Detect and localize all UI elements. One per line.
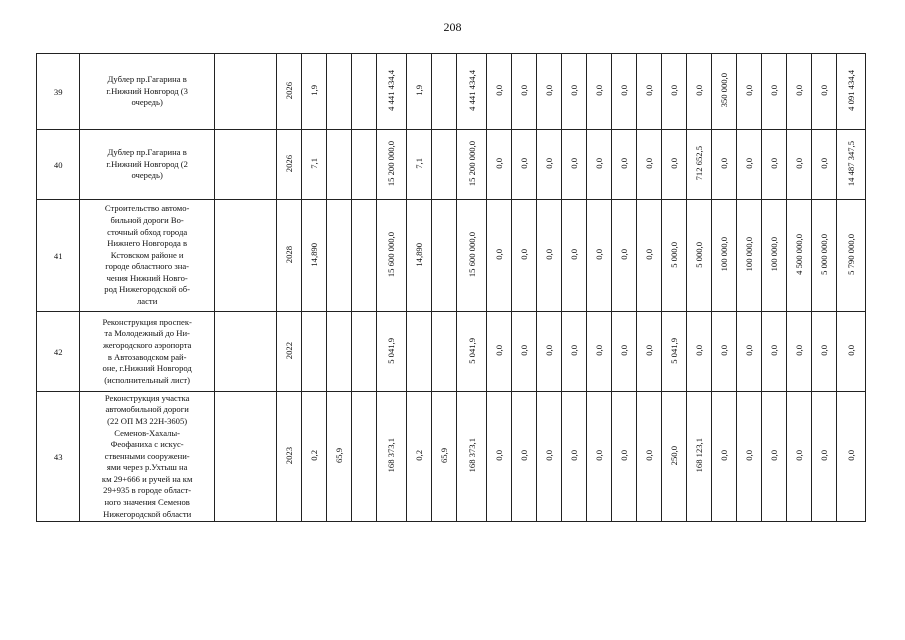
object-name: [80, 392, 215, 522]
value-cell: [736, 312, 761, 392]
value-cell-text: 0,0: [818, 450, 829, 461]
length-cell: [301, 312, 326, 392]
object-name-line: км 29+666 и ручей на км: [101, 473, 193, 484]
year-cell: [276, 312, 301, 392]
length-cell-text: 14,890: [308, 242, 319, 267]
object-name-line: Нижнего Новгорода в: [107, 238, 188, 249]
value-cell-text: 0,0: [519, 85, 530, 96]
value-cell-text: 5 000,0: [668, 241, 679, 268]
length-cell: [301, 392, 326, 522]
total-cost-cell: [376, 392, 406, 522]
value-cell-text: 0,0: [544, 345, 555, 356]
value-cell: [562, 312, 587, 392]
value-cell-text: 0,0: [845, 450, 856, 461]
value-cell-text: 0,0: [618, 345, 629, 356]
value-cell-text: 0,0: [668, 85, 679, 96]
year-cell-text: 2022: [283, 341, 294, 360]
value-cell: [836, 392, 865, 522]
total-cost-cell: [456, 312, 486, 392]
value-cell-text: 0,0: [569, 249, 580, 260]
value-cell: [736, 392, 761, 522]
bridge-length-cell: [431, 130, 456, 200]
value-cell: [587, 392, 612, 522]
empty-cell: [214, 54, 276, 130]
value-cell: [612, 312, 637, 392]
value-cell: [761, 54, 786, 130]
length-cell: [406, 392, 431, 522]
value-cell: [587, 312, 612, 392]
total-cost-cell-text: 15 600 000,0: [466, 231, 477, 278]
table-row: [37, 54, 866, 130]
value-cell-text: 0,0: [768, 450, 779, 461]
value-cell-text: 712 652,5: [693, 146, 704, 181]
object-name-line: Реконструкция участка: [104, 392, 190, 403]
empty-cell: [351, 392, 376, 522]
object-name-line: г.Нижний Новгород (2: [106, 158, 188, 169]
year-cell: [276, 200, 301, 312]
value-cell: [661, 54, 686, 130]
total-cost-cell-text: 4 441 434,4: [466, 70, 477, 111]
value-cell: [636, 200, 661, 312]
object-name: [80, 200, 215, 312]
value-cell-text: 0,0: [618, 450, 629, 461]
year-cell: [276, 392, 301, 522]
value-cell-text: 0,0: [594, 249, 605, 260]
value-cell: [587, 200, 612, 312]
value-cell: [836, 200, 865, 312]
object-name-line: (22 ОП МЗ 22Н-3605): [107, 415, 188, 426]
year-cell: [276, 130, 301, 200]
value-cell: [711, 312, 736, 392]
value-cell-text: 0,0: [768, 85, 779, 96]
object-name-line: в Автозаводском рай-: [107, 351, 187, 362]
value-cell: [612, 130, 637, 200]
value-cell: [512, 130, 537, 200]
value-cell: [761, 130, 786, 200]
value-cell: [786, 312, 811, 392]
empty-cell: [214, 392, 276, 522]
object-name-line: ного значения Семенов: [104, 497, 190, 508]
value-cell: [836, 312, 865, 392]
empty-cell: [351, 312, 376, 392]
empty-cell: [214, 312, 276, 392]
object-name-line: очередь): [131, 170, 163, 181]
object-name-line: ственными сооружени-: [104, 450, 190, 461]
object-name-line: Нижегородской области: [103, 508, 192, 519]
value-cell-text: 0,0: [594, 85, 605, 96]
value-cell: [587, 130, 612, 200]
length-cell-text: 1,9: [308, 85, 319, 96]
value-cell: [711, 54, 736, 130]
value-cell: [811, 392, 836, 522]
object-name-line: чения Нижний Новго-: [106, 272, 188, 283]
value-cell: [661, 392, 686, 522]
length-cell-text: 14,890: [413, 242, 424, 267]
object-name-line: жегородского аэропорта: [102, 339, 192, 350]
bridge-length-cell-text: 65,9: [333, 447, 344, 464]
value-cell-text: 0,0: [643, 85, 654, 96]
value-cell: [811, 200, 836, 312]
row-number: 42: [37, 312, 80, 392]
value-cell: [711, 130, 736, 200]
value-cell: [636, 130, 661, 200]
value-cell-text: 4 091 434,4: [845, 70, 856, 111]
value-cell: [487, 312, 512, 392]
length-cell-text: 0,2: [308, 450, 319, 461]
value-cell: [786, 200, 811, 312]
value-cell: [512, 312, 537, 392]
value-cell: [636, 312, 661, 392]
object-name-line: Феофаниха с искус-: [110, 439, 184, 450]
total-cost-cell: [456, 54, 486, 130]
object-name-line: г.Нижний Новгород (3: [106, 85, 188, 96]
value-cell-text: 0,0: [643, 249, 654, 260]
object-name-line: та Молодежный до Ни-: [104, 328, 190, 339]
object-name-line: Семенов-Хахалы-: [114, 427, 181, 438]
row-number: 40: [37, 130, 80, 200]
value-cell-text: 0,0: [693, 85, 704, 96]
object-name-line: бильной дороги Во-: [110, 214, 184, 225]
value-cell-text: 5 000 000,0: [818, 234, 829, 275]
empty-cell: [351, 54, 376, 130]
value-cell-text: 0,0: [643, 450, 654, 461]
total-cost-cell-text: 15 200 000,0: [386, 140, 397, 187]
value-cell-text: 5 041,9: [668, 337, 679, 364]
total-cost-cell-text: 15 600 000,0: [386, 231, 397, 278]
object-name-line: городе областного зна-: [105, 261, 190, 272]
empty-cell: [351, 200, 376, 312]
year-cell-text: 2026: [283, 154, 294, 173]
bridge-length-cell-text: 65,9: [438, 447, 449, 464]
year-cell: [276, 54, 301, 130]
value-cell: [587, 54, 612, 130]
bridge-length-cell: [431, 392, 456, 522]
empty-cell: [214, 130, 276, 200]
value-cell-text: 0,0: [569, 158, 580, 169]
value-cell-text: 0,0: [793, 85, 804, 96]
value-cell: [512, 392, 537, 522]
total-cost-cell-text: 5 041,9: [386, 337, 397, 364]
value-cell-text: 0,0: [845, 345, 856, 356]
value-cell: [761, 312, 786, 392]
length-cell: [406, 312, 431, 392]
value-cell: [736, 130, 761, 200]
value-cell-text: 0,0: [743, 345, 754, 356]
length-cell: [301, 130, 326, 200]
value-cell-text: 350 000,0: [718, 73, 729, 108]
value-cell-text: 0,0: [718, 450, 729, 461]
value-cell-text: 0,0: [494, 158, 505, 169]
length-cell-text: 0,2: [413, 450, 424, 461]
length-cell-text: 1,9: [413, 85, 424, 96]
value-cell-text: 0,0: [494, 249, 505, 260]
value-cell-text: 0,0: [494, 345, 505, 356]
value-cell: [786, 130, 811, 200]
total-cost-cell-text: 4 441 434,4: [386, 70, 397, 111]
value-cell: [686, 54, 711, 130]
value-cell: [811, 312, 836, 392]
value-cell: [661, 312, 686, 392]
value-cell-text: 0,0: [743, 158, 754, 169]
year-cell-text: 2026: [283, 81, 294, 100]
value-cell-text: 0,0: [594, 345, 605, 356]
value-cell-text: 0,0: [718, 158, 729, 169]
bridge-length-cell: [326, 54, 351, 130]
value-cell: [636, 54, 661, 130]
table-row: [37, 392, 866, 522]
total-cost-cell-text: 168 373,1: [466, 438, 477, 473]
page-number: 208: [443, 20, 462, 34]
object-name-line: Строительство автомо-: [104, 203, 190, 214]
value-cell: [661, 130, 686, 200]
value-cell: [736, 54, 761, 130]
year-cell-text: 2028: [283, 245, 294, 264]
value-cell-text: 0,0: [544, 158, 555, 169]
value-cell-text: 0,0: [519, 249, 530, 260]
value-cell: [512, 54, 537, 130]
value-cell: [811, 130, 836, 200]
bridge-length-cell: [431, 54, 456, 130]
value-cell: [836, 54, 865, 130]
value-cell: [761, 200, 786, 312]
value-cell: [487, 392, 512, 522]
total-cost-cell: [376, 130, 406, 200]
value-cell-text: 0,0: [793, 345, 804, 356]
value-cell-text: 0,0: [818, 158, 829, 169]
value-cell-text: 14 487 347,5: [845, 140, 856, 187]
value-cell: [786, 54, 811, 130]
value-cell-text: 168 123,1: [693, 438, 704, 473]
value-cell-text: 0,0: [768, 158, 779, 169]
object-name-line: Кстовском районе и: [110, 249, 184, 260]
object-name-line: Дублер пр.Гагарина в: [107, 74, 187, 85]
value-cell: [612, 54, 637, 130]
value-cell: [711, 392, 736, 522]
total-cost-cell: [376, 312, 406, 392]
object-name: [80, 130, 215, 200]
bridge-length-cell: [326, 130, 351, 200]
value-cell-text: 4 500 000,0: [793, 234, 804, 275]
object-name-line: род Нижегородской об-: [104, 284, 191, 295]
bridge-length-cell: [326, 200, 351, 312]
object-name-line: Реконструкция проспек-: [102, 316, 192, 327]
data-table: [36, 53, 866, 522]
value-cell-text: 0,0: [743, 450, 754, 461]
value-cell-text: 0,0: [618, 249, 629, 260]
bridge-length-cell: [431, 200, 456, 312]
total-cost-cell-text: 5 041,9: [466, 337, 477, 364]
value-cell-text: 0,0: [643, 158, 654, 169]
object-name: [80, 54, 215, 130]
object-name: [80, 312, 215, 392]
value-cell: [686, 312, 711, 392]
row-number: 43: [37, 392, 80, 522]
value-cell: [736, 200, 761, 312]
value-cell: [562, 392, 587, 522]
bridge-length-cell: [326, 392, 351, 522]
value-cell: [562, 54, 587, 130]
value-cell-text: 0,0: [519, 158, 530, 169]
total-cost-cell: [456, 130, 486, 200]
object-name-line: сточный обход города: [107, 226, 188, 237]
length-cell: [301, 54, 326, 130]
value-cell-text: 0,0: [818, 85, 829, 96]
object-name-line: ласти: [137, 296, 158, 307]
object-name-line: очередь): [131, 97, 163, 108]
value-cell-text: 0,0: [494, 450, 505, 461]
value-cell-text: 0,0: [594, 158, 605, 169]
value-cell: [686, 130, 711, 200]
length-cell: [406, 54, 431, 130]
value-cell-text: 0,0: [594, 450, 605, 461]
total-cost-cell: [456, 392, 486, 522]
table-row: [37, 200, 866, 312]
value-cell: [537, 130, 562, 200]
length-cell: [301, 200, 326, 312]
value-cell-text: 0,0: [544, 249, 555, 260]
value-cell: [612, 200, 637, 312]
total-cost-cell: [456, 200, 486, 312]
table-row: [37, 130, 866, 200]
value-cell: [636, 392, 661, 522]
value-cell-text: 0,0: [544, 85, 555, 96]
row-number: 41: [37, 200, 80, 312]
value-cell-text: 0,0: [793, 158, 804, 169]
value-cell-text: 100 000,0: [743, 237, 754, 272]
length-cell: [406, 200, 431, 312]
value-cell-text: 0,0: [793, 450, 804, 461]
value-cell-text: 0,0: [494, 85, 505, 96]
table-row: [37, 312, 866, 392]
value-cell-text: 0,0: [544, 450, 555, 461]
value-cell: [786, 392, 811, 522]
total-cost-cell-text: 168 373,1: [386, 438, 397, 473]
value-cell: [562, 200, 587, 312]
object-name-line: (исполнительный лист): [104, 374, 191, 385]
value-cell-text: 0,0: [519, 450, 530, 461]
year-cell-text: 2023: [283, 446, 294, 465]
value-cell: [661, 200, 686, 312]
value-cell: [487, 54, 512, 130]
total-cost-cell: [376, 54, 406, 130]
value-cell-text: 0,0: [818, 345, 829, 356]
value-cell: [487, 130, 512, 200]
value-cell-text: 100 000,0: [768, 237, 779, 272]
value-cell-text: 100 000,0: [718, 237, 729, 272]
bridge-length-cell: [326, 312, 351, 392]
bridge-length-cell: [431, 312, 456, 392]
value-cell: [537, 54, 562, 130]
length-cell-text: 7,1: [413, 158, 424, 169]
value-cell: [537, 200, 562, 312]
value-cell: [537, 392, 562, 522]
object-name-line: автомобильной дороги: [105, 404, 189, 415]
value-cell-text: 5 790 000,0: [845, 234, 856, 275]
length-cell: [406, 130, 431, 200]
value-cell: [711, 200, 736, 312]
object-name-line: Дублер пр.Гагарина в: [107, 147, 187, 158]
value-cell-text: 0,0: [618, 85, 629, 96]
value-cell-text: 0,0: [569, 450, 580, 461]
value-cell: [811, 54, 836, 130]
value-cell-text: 0,0: [569, 345, 580, 356]
value-cell-text: 0,0: [618, 158, 629, 169]
value-cell: [761, 392, 786, 522]
value-cell: [686, 200, 711, 312]
value-cell-text: 0,0: [643, 345, 654, 356]
value-cell: [487, 200, 512, 312]
value-cell: [836, 130, 865, 200]
value-cell: [512, 200, 537, 312]
value-cell-text: 0,0: [718, 345, 729, 356]
total-cost-cell-text: 15 200 000,0: [466, 140, 477, 187]
object-name-line: ями через р.Ухтыш на: [106, 462, 188, 473]
value-cell-text: 0,0: [668, 158, 679, 169]
value-cell: [686, 392, 711, 522]
empty-cell: [351, 130, 376, 200]
length-cell-text: 7,1: [308, 158, 319, 169]
value-cell-text: 0,0: [743, 85, 754, 96]
object-name-line: 29+935 в городе област-: [103, 485, 192, 496]
object-name-line: оне, г.Нижний Новгород: [102, 363, 192, 374]
value-cell-text: 5 000,0: [693, 241, 704, 268]
value-cell-text: 0,0: [768, 345, 779, 356]
value-cell-text: 0,0: [693, 345, 704, 356]
empty-cell: [214, 200, 276, 312]
value-cell: [562, 130, 587, 200]
value-cell-text: 0,0: [569, 85, 580, 96]
value-cell: [612, 392, 637, 522]
value-cell-text: 0,0: [519, 345, 530, 356]
row-number: 39: [37, 54, 80, 130]
value-cell-text: 250,0: [668, 445, 679, 466]
total-cost-cell: [376, 200, 406, 312]
value-cell: [537, 312, 562, 392]
